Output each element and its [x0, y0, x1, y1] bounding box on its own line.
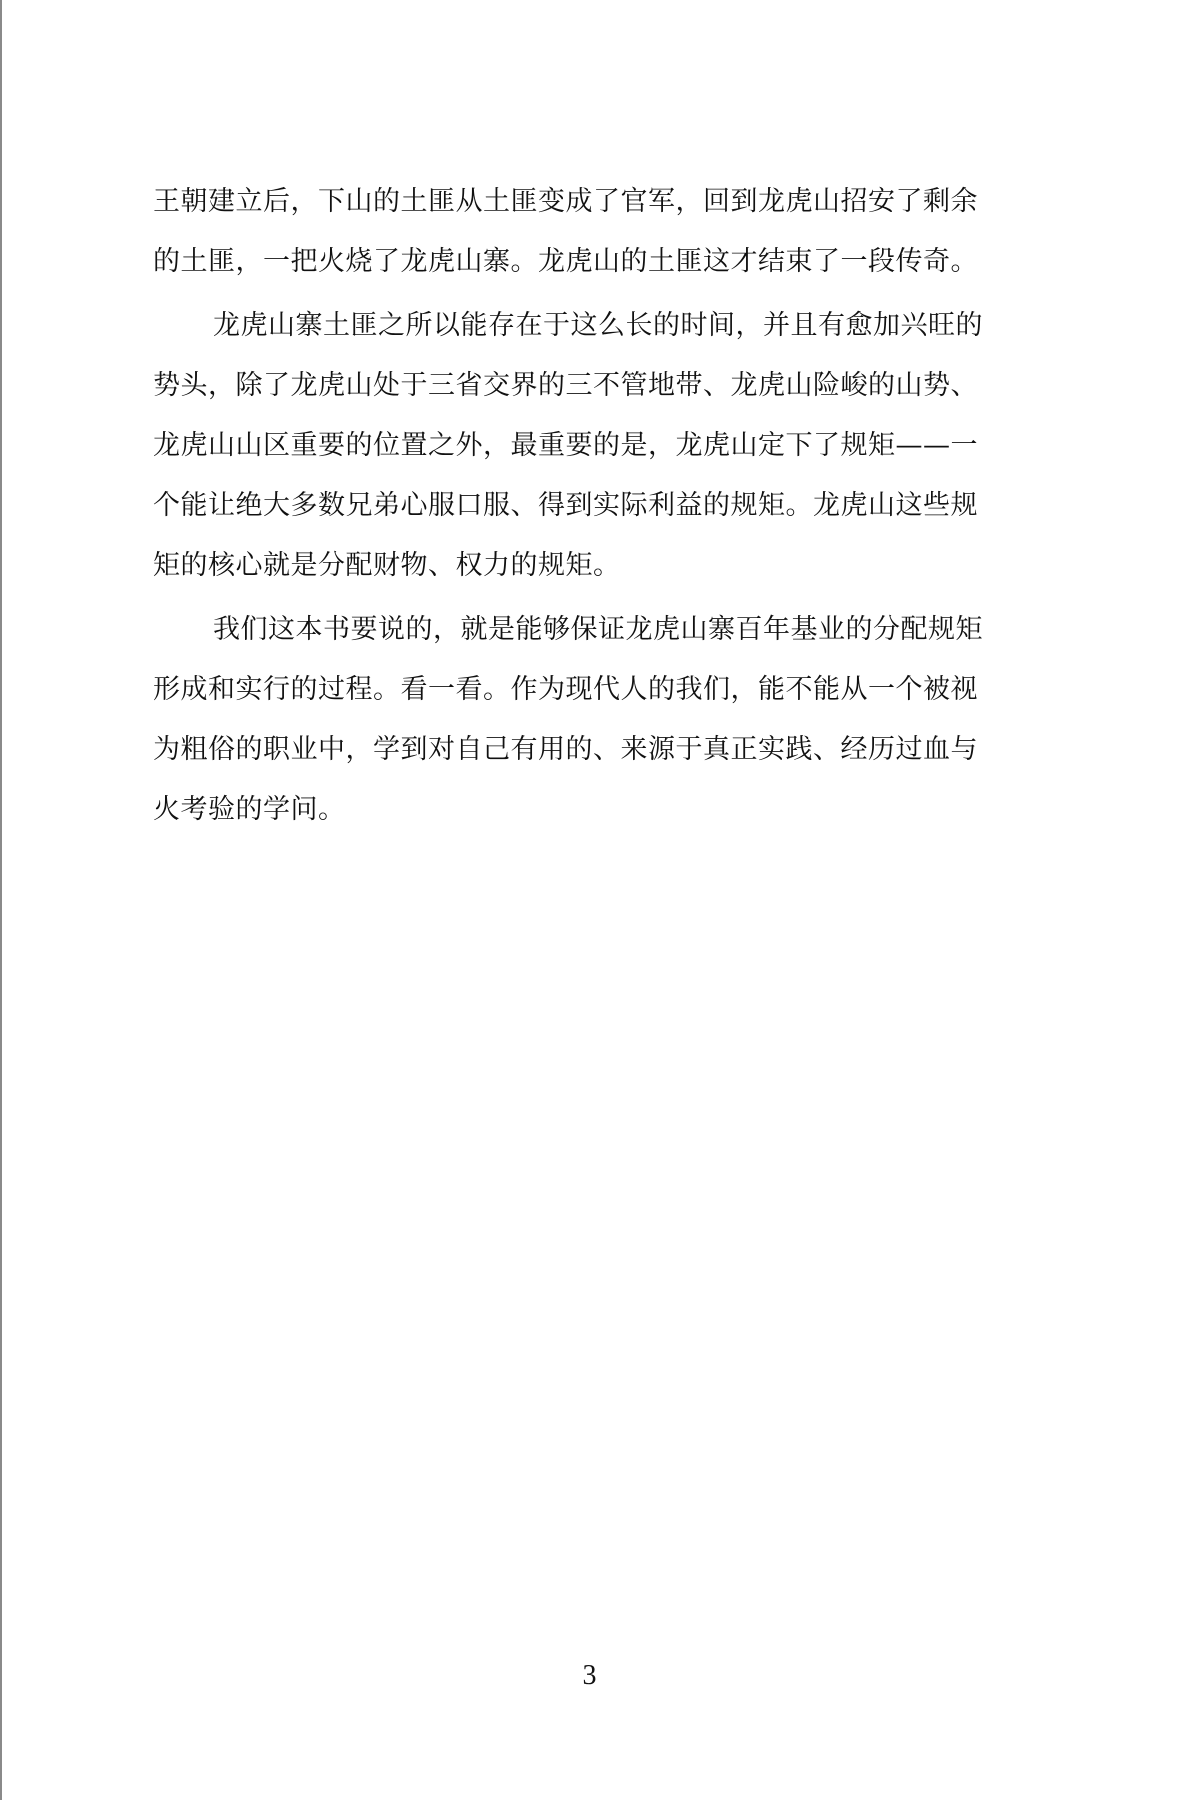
paragraph-line: 的土匪，一把火烧了龙虎山寨。龙虎山的土匪这才结束了一段传奇。 — [153, 246, 978, 277]
paragraph-line: 形成和实行的过程。看一看。作为现代人的我们，能不能从一个被视 — [153, 674, 978, 705]
paragraph-2 — [153, 296, 1015, 596]
paragraph-line: 龙虎山山区重要的位置之外，最重要的是，龙虎山定下了规矩——一 — [153, 430, 978, 461]
body-text — [153, 172, 1015, 840]
paragraph-line: 我们这本书要说的，就是能够保证龙虎山寨百年基业的分配规矩 — [213, 614, 983, 645]
paragraph-1 — [153, 172, 1015, 292]
paragraph-line: 火考验的学问。 — [153, 794, 346, 825]
paragraph-line: 势头，除了龙虎山处于三省交界的三不管地带、龙虎山险峻的山势、 — [153, 370, 978, 401]
page-number: 3 — [582, 1660, 597, 1691]
page-left-edge-line — [0, 0, 2, 1800]
paragraph-line: 为粗俗的职业中，学到对自己有用的、来源于真正实践、经历过血与 — [153, 734, 978, 765]
paragraph-line: 龙虎山寨土匪之所以能存在于这么长的时间，并且有愈加兴旺的 — [213, 310, 983, 341]
paragraph-line: 矩的核心就是分配财物、权力的规矩。 — [153, 550, 621, 581]
paragraph-line: 个能让绝大多数兄弟心服口服、得到实际利益的规矩。龙虎山这些规 — [153, 490, 978, 521]
paragraph-3 — [153, 600, 1015, 840]
paragraph-line: 王朝建立后，下山的土匪从土匪变成了官军，回到龙虎山招安了剩余 — [153, 186, 978, 217]
